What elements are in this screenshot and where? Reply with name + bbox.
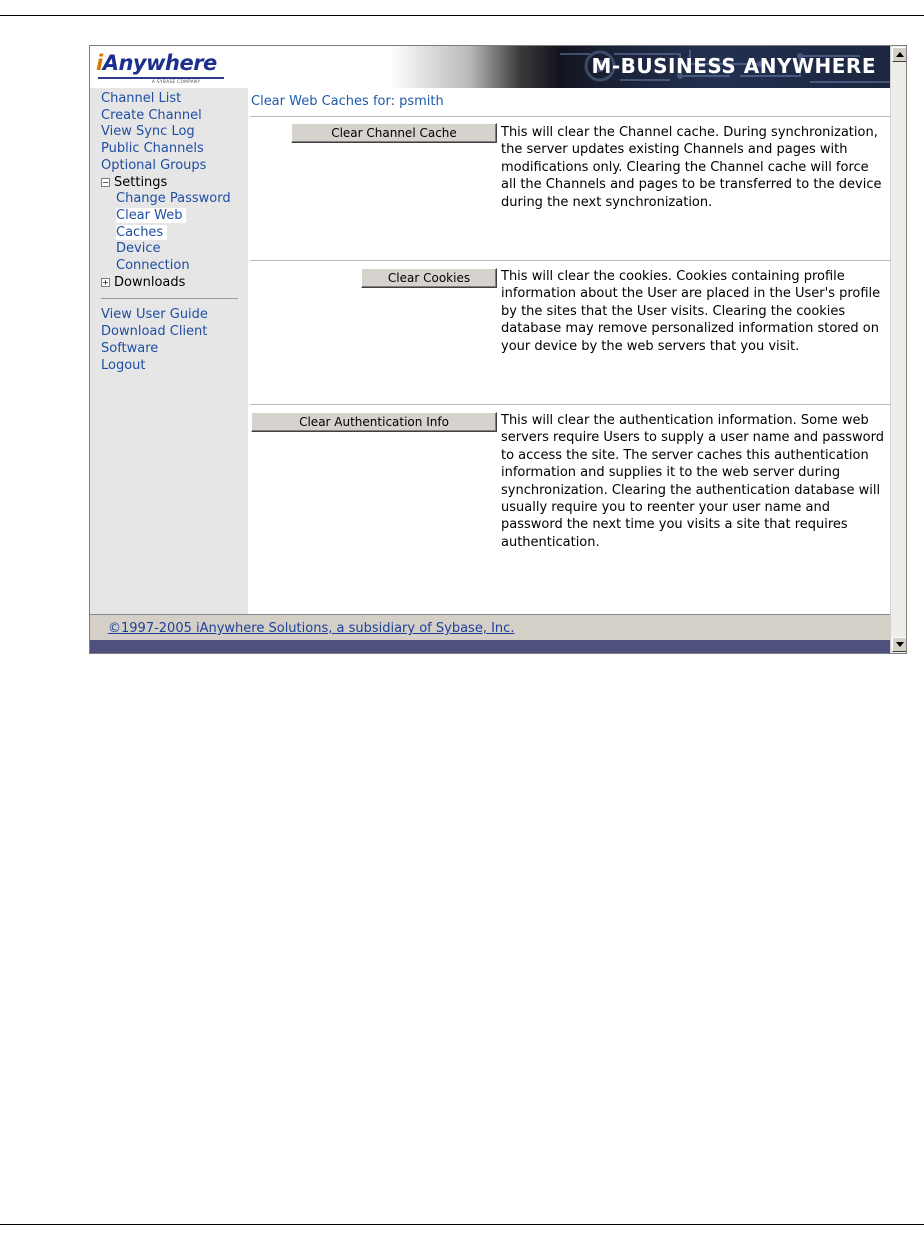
scroll-up-arrow-icon[interactable] — [892, 47, 907, 62]
collapse-icon[interactable]: − — [102, 177, 109, 187]
sidebar-item-downloads[interactable] — [101, 275, 248, 292]
sidebar-item-view-sync-log[interactable]: View Sync Log — [101, 124, 195, 140]
sidebar-item-channel-list[interactable]: Channel List — [101, 91, 182, 106]
clear-web-caches-line1: Clear Web — [116, 208, 186, 223]
sidebar-item-optional-groups[interactable]: Optional Groups — [101, 157, 207, 173]
clear-authentication-info-button[interactable]: Clear Authentication Info — [251, 412, 497, 432]
vertical-scrollbar[interactable] — [890, 46, 907, 654]
page-footer — [90, 614, 890, 640]
main-content — [248, 88, 890, 614]
sidebar-item-public-channels[interactable]: Public Channels — [101, 141, 204, 157]
sidebar-item-view-user-guide[interactable]: View User Guide — [101, 307, 208, 323]
clear-cookies-button[interactable]: Clear Cookies — [361, 268, 497, 288]
copyright-link[interactable]: ©1997-2005 iAnywhere Solutions, a subsidiary of Sybase, Inc. — [108, 621, 515, 636]
sidebar-divider — [101, 298, 238, 299]
logo-tagline: A SYBASE COMPANY — [152, 79, 201, 84]
sidebar-item-create-channel[interactable]: Create Channel — [101, 107, 202, 123]
sidebar-item-settings[interactable] — [101, 175, 248, 192]
scroll-down-arrow-icon[interactable] — [892, 637, 907, 652]
page-title: Clear Web Caches for: psmith — [251, 94, 444, 109]
download-client-line2: Software — [101, 340, 159, 356]
downloads-label: Downloads — [114, 274, 186, 290]
clear-web-caches-line2: Caches — [116, 225, 167, 240]
download-client-line1: Download Client — [101, 324, 208, 340]
page-bottom-rule — [0, 1224, 924, 1225]
sidebar-item-change-password[interactable]: Change Password — [116, 191, 231, 207]
clear-channel-cache-button[interactable]: Clear Channel Cache — [291, 123, 497, 143]
sidebar-item-device-connection[interactable] — [101, 241, 248, 274]
product-name: M-BUSINESS ANYWHERE — [591, 54, 876, 78]
logo-letters: Anywhere — [102, 51, 217, 75]
row-divider — [250, 260, 890, 261]
page-top-rule — [0, 15, 924, 16]
device-connection-line2: Connection — [116, 258, 190, 274]
logo-wordmark — [96, 51, 217, 75]
sidebar-nav — [90, 88, 248, 614]
header-banner — [90, 46, 890, 88]
logo-letter-i: i — [96, 51, 103, 75]
cookies-description: This will clear the cookies. Cookies containing profile information about the User are placed in the User's profile by the sites that the User visits. Clearing the cookies database may remove personalized information stored on your device by the web servers that you visit. — [501, 269, 881, 354]
sidebar-item-download-client-software[interactable] — [101, 324, 248, 357]
settings-label: Settings — [114, 174, 168, 190]
ianywhere-logo[interactable] — [96, 51, 246, 85]
row-divider — [250, 116, 890, 117]
footer-color-bar — [90, 640, 890, 654]
sidebar-item-clear-web-caches[interactable] — [101, 208, 248, 241]
authentication-description: This will clear the authentication information. Some web servers require Users to supply a user name and password to access the site. The server caches this authentication information and supplies it to the web server during synchronization. Clearing the authentication database will usually require you to reenter your user name and password the next time you visits a site that requires authentication. — [501, 413, 884, 550]
device-connection-line1: Device — [116, 241, 161, 257]
channel-cache-description: This will clear the Channel cache. During synchronization, the server updates existing Channels and pages with modifications only. Clearing the Channel cache will force all the Channels and pages to be transferred to the device during the next synchronization. — [501, 125, 882, 210]
sidebar-item-logout[interactable]: Logout — [101, 357, 146, 373]
expand-icon[interactable]: + — [102, 277, 109, 287]
row-divider — [250, 404, 890, 405]
browser-window — [89, 45, 907, 654]
